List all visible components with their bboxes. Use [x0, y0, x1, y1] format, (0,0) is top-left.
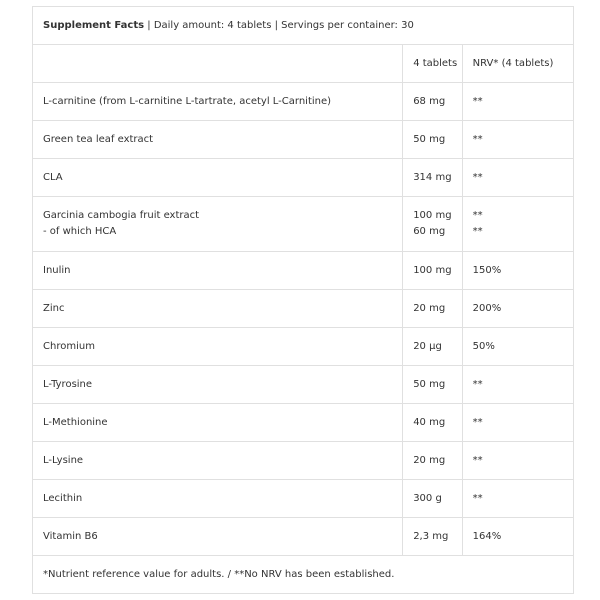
ingredient-nrv: **: [462, 480, 573, 518]
ingredient-nrv: **: [462, 121, 573, 159]
ingredient-nrv: **: [462, 404, 573, 442]
table-row: [33, 366, 574, 404]
ingredient-amount: 20 µg: [403, 328, 462, 366]
ingredient-name: Inulin: [33, 252, 403, 290]
ingredient-nrv: 164%: [462, 518, 573, 556]
ingredient-nrv: 200%: [462, 290, 573, 328]
ingredient-nrv: **: [462, 83, 573, 121]
column-header-row: [33, 45, 574, 83]
ingredient-subname: - of which HCA: [43, 226, 117, 237]
ingredient-amount: 300 g: [403, 480, 462, 518]
table-row: [33, 159, 574, 197]
ingredient-name: CLA: [33, 159, 403, 197]
table-subtitle: | Daily amount: 4 tablets | Servings per container: 30: [144, 19, 414, 31]
ingredient-name: Green tea leaf extract: [33, 121, 403, 159]
ingredient-name: L-Methionine: [33, 404, 403, 442]
ingredient-subamount: 60 mg: [413, 226, 446, 237]
table-row: [33, 197, 574, 252]
ingredient-name: Chromium: [33, 328, 403, 366]
ingredient-subnrv: **: [472, 226, 483, 237]
ingredient-nrv-cell: [462, 197, 573, 252]
table-row: [33, 252, 574, 290]
table-title-row: [33, 7, 574, 45]
ingredient-name: Lecithin: [33, 480, 403, 518]
ingredient-amount: 20 mg: [403, 290, 462, 328]
ingredient-amount-cell: [403, 197, 462, 252]
ingredient-name: L-Lysine: [33, 442, 403, 480]
ingredient-name-cell: [33, 197, 403, 252]
ingredient-amount: 100 mg: [403, 252, 462, 290]
ingredient-name: L-Tyrosine: [33, 366, 403, 404]
column-header-name: [33, 45, 403, 83]
ingredient-amount: 40 mg: [403, 404, 462, 442]
ingredient-nrv: **: [472, 210, 483, 221]
ingredient-amount: 2,3 mg: [403, 518, 462, 556]
supplement-facts-table: [32, 6, 574, 594]
ingredient-nrv: 50%: [462, 328, 573, 366]
table-title-cell: [33, 7, 574, 45]
table-title: Supplement Facts: [43, 19, 145, 31]
table-row: [33, 480, 574, 518]
table-row: [33, 518, 574, 556]
ingredient-name: Vitamin B6: [33, 518, 403, 556]
ingredient-amount: 68 mg: [403, 83, 462, 121]
table-row: [33, 442, 574, 480]
ingredient-amount: 50 mg: [403, 121, 462, 159]
table-row: [33, 290, 574, 328]
ingredient-nrv: **: [462, 159, 573, 197]
column-header-nrv: NRV* (4 tablets): [462, 45, 573, 83]
ingredient-amount: 50 mg: [403, 366, 462, 404]
ingredient-nrv: **: [462, 442, 573, 480]
ingredient-nrv: 150%: [462, 252, 573, 290]
column-header-amount: 4 tablets: [403, 45, 462, 83]
ingredient-name: L-carnitine (from L-carnitine L-tartrate, acetyl L-Carnitine): [33, 83, 403, 121]
table-row: [33, 404, 574, 442]
ingredient-name: Garcinia cambogia fruit extract: [43, 210, 200, 221]
ingredient-name: Zinc: [33, 290, 403, 328]
ingredient-amount: 100 mg: [413, 210, 452, 221]
ingredient-amount: 314 mg: [403, 159, 462, 197]
footnote: *Nutrient reference value for adults. / **No NRV has been established.: [33, 556, 574, 594]
ingredient-nrv: **: [462, 366, 573, 404]
ingredient-amount: 20 mg: [403, 442, 462, 480]
table-row: [33, 328, 574, 366]
table-row: [33, 83, 574, 121]
footnote-row: [33, 556, 574, 594]
table-row: [33, 121, 574, 159]
